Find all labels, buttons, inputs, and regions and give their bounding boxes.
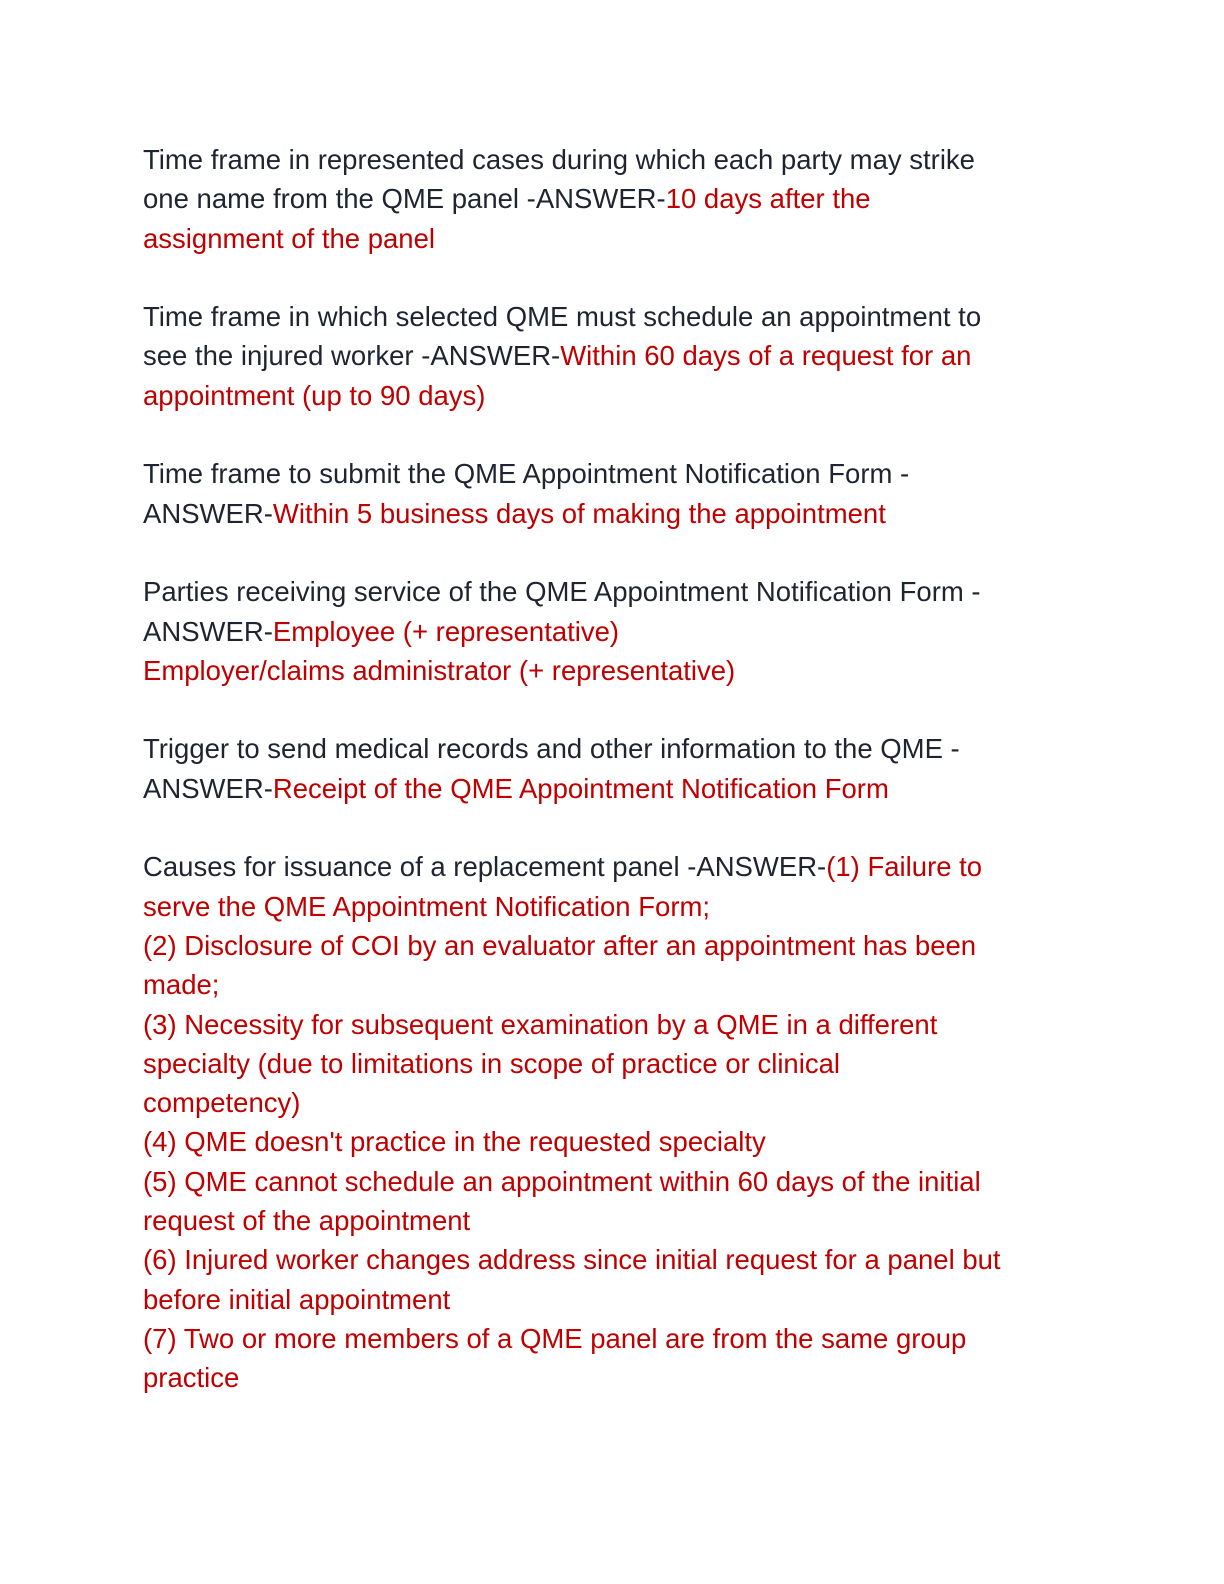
answer-line: serve the QME Appointment Notification Form;	[143, 890, 711, 922]
qa-item	[143, 729, 1083, 808]
answer-line: competency)	[143, 1087, 301, 1119]
answer-text: 10 days after the	[665, 183, 871, 215]
answer-line: made;	[143, 969, 220, 1001]
answer-line: specialty (due to limitations in scope of practice or clinical	[143, 1047, 840, 1079]
qa-item	[143, 572, 1083, 690]
answer-line: (4) QME doesn't practice in the requested specialty	[143, 1126, 766, 1158]
qa-item	[143, 454, 1083, 533]
answer-text: (1) Failure to	[826, 851, 983, 883]
answer-text: Employee (+ representative)	[272, 615, 620, 647]
question-answer-line	[143, 336, 1083, 375]
question-answer-line	[143, 494, 1083, 533]
question-answer-line	[143, 179, 1083, 218]
question-text: ANSWER-	[143, 615, 273, 647]
question-line: Time frame in which selected QME must schedule an appointment to	[143, 301, 982, 333]
answer-line: assignment of the panel	[143, 222, 435, 254]
question-text: see the injured worker -ANSWER-	[143, 340, 561, 372]
answer-line: (7) Two or more members of a QME panel are from the same group	[143, 1322, 967, 1354]
answer-line: (3) Necessity for subsequent examination by a QME in a different	[143, 1008, 938, 1040]
question-line: Parties receiving service of the QME Appointment Notification Form -	[143, 576, 981, 608]
document-page	[143, 140, 1083, 1437]
question-answer-line	[143, 612, 1083, 651]
qa-item	[143, 297, 1083, 415]
question-text: Causes for issuance of a replacement panel -ANSWER-	[143, 851, 827, 883]
answer-line: (6) Injured worker changes address since initial request for a panel but	[143, 1244, 1001, 1276]
question-text: ANSWER-	[143, 497, 273, 529]
answer-text: Receipt of the QME Appointment Notification Form	[272, 772, 889, 804]
answer-line: before initial appointment	[143, 1283, 451, 1315]
question-text: one name from the QME panel -ANSWER-	[143, 183, 666, 215]
answer-text: Within 60 days of a request for an	[560, 340, 972, 372]
question-answer-line	[143, 769, 1083, 808]
answer-text: Within 5 business days of making the appointment	[272, 497, 886, 529]
question-answer-line	[143, 847, 1083, 886]
question-line: Time frame in represented cases during which each party may strike	[143, 144, 975, 175]
question-line: Trigger to send medical records and other information to the QME -	[143, 733, 960, 765]
question-text: ANSWER-	[143, 772, 273, 804]
qa-item	[143, 140, 1083, 258]
answer-line: (5) QME cannot schedule an appointment within 60 days of the initial	[143, 1165, 981, 1197]
question-line: Time frame to submit the QME Appointment Notification Form -	[143, 458, 910, 490]
qa-item	[143, 847, 1083, 1397]
answer-line: practice	[143, 1362, 240, 1394]
answer-line: Employer/claims administrator (+ representative)	[143, 654, 736, 686]
answer-line: request of the appointment	[143, 1205, 471, 1237]
answer-line: appointment (up to 90 days)	[143, 379, 486, 411]
answer-line: (2) Disclosure of COI by an evaluator after an appointment has been	[143, 929, 977, 961]
